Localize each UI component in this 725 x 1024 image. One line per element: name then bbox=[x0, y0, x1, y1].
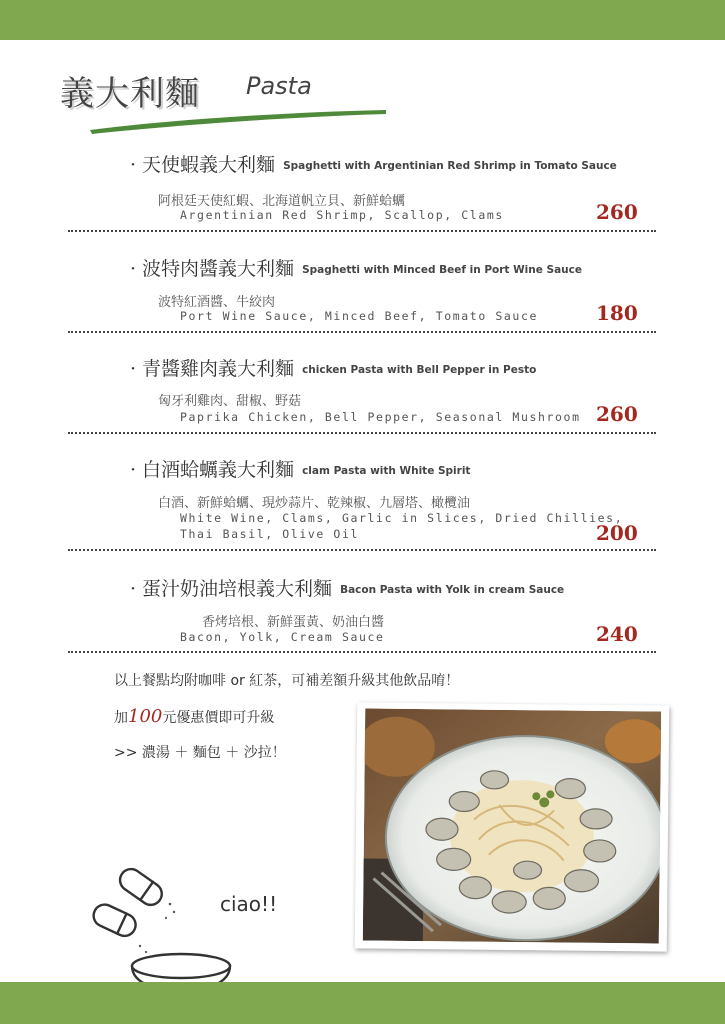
menu-section-title-en: Pasta bbox=[246, 72, 312, 100]
item-price: 180 bbox=[596, 301, 638, 325]
item-name-zh: 青醬雞肉義大利麵 bbox=[142, 358, 295, 380]
item-ingredients-en: White Wine, Clams, Garlic in Slices, Dried Chillies, bbox=[180, 511, 624, 525]
item-name-en: Bacon Pasta with Yolk in cream Sauce bbox=[340, 584, 565, 596]
item-ingredients-en-line2: Thai Basil, Olive Oil bbox=[180, 527, 359, 541]
item-name-zh: 白酒蛤蠣義大利麵 bbox=[142, 459, 295, 481]
item-ingredients-zh: 白酒、新鮮蛤蠣、現炒蒜片、乾辣椒、九層塔、橄欖油 bbox=[158, 496, 471, 511]
title-underline-stroke bbox=[88, 108, 388, 134]
item-price: 260 bbox=[596, 200, 638, 224]
clam-pasta-photo bbox=[363, 708, 661, 943]
item-name: · 蛋汁奶油培根義大利麵 Bacon Pasta with Yolk in cream Sauce bbox=[130, 578, 565, 600]
upgrade-note bbox=[114, 706, 274, 727]
bottom-green-band bbox=[0, 982, 725, 1024]
item-ingredients-en: Paprika Chicken, Bell Pepper, Seasonal Mushroom bbox=[180, 410, 581, 424]
menu-item bbox=[68, 455, 658, 547]
item-ingredients-zh: 阿根廷天使紅蝦、北海道帆立貝、新鮮蛤蠣 bbox=[158, 194, 406, 209]
upgrade-amount: 100 bbox=[128, 706, 163, 727]
upgrade-suffix: 元優惠價即可升級 bbox=[162, 710, 275, 726]
item-name-zh: 波特肉醬義大利麵 bbox=[142, 258, 295, 280]
item-name-en: clam Pasta with White Spirit bbox=[302, 465, 471, 477]
item-name-en: Spaghetti with Minced Beef in Port Wine Sauce bbox=[302, 264, 582, 276]
item-name-en: Spaghetti with Argentinian Red Shrimp in Tomato Sauce bbox=[283, 160, 617, 172]
menu-item bbox=[68, 354, 658, 430]
item-ingredients-en: Argentinian Red Shrimp, Scallop, Clams bbox=[180, 208, 504, 222]
item-name: · 青醬雞肉義大利麵 chicken Pasta with Bell Pepper in Pesto bbox=[130, 358, 537, 380]
top-green-band bbox=[0, 0, 725, 40]
menu-section-title: 義大利麵 bbox=[60, 74, 200, 114]
item-divider bbox=[68, 651, 656, 653]
item-ingredients-zh: 香烤培根、新鮮蛋黃、奶油白醬 bbox=[202, 615, 385, 630]
item-price: 260 bbox=[596, 402, 638, 426]
item-name-en: chicken Pasta with Bell Pepper in Pesto bbox=[302, 364, 537, 376]
item-ingredients-zh: 匈牙利雞肉、甜椒、野菇 bbox=[158, 394, 302, 409]
item-ingredients-en: Bacon, Yolk, Cream Sauce bbox=[180, 630, 385, 644]
item-ingredients-en: Port Wine Sauce, Minced Beef, Tomato Sauce bbox=[180, 309, 538, 323]
upgrade-prefix: 加 bbox=[114, 710, 128, 726]
item-divider bbox=[68, 331, 656, 333]
item-name: · 波特肉醬義大利麵 Spaghetti with Minced Beef in Port Wine Sauce bbox=[130, 258, 582, 280]
menu-item bbox=[68, 254, 658, 330]
item-name-zh: 天使蝦義大利麵 bbox=[142, 154, 276, 176]
menu-item bbox=[68, 150, 658, 230]
item-divider bbox=[68, 549, 656, 551]
item-name: · 天使蝦義大利麵 Spaghetti with Argentinian Red Shrimp in Tomato Sauce bbox=[130, 154, 617, 176]
item-divider bbox=[68, 230, 656, 232]
item-divider bbox=[68, 432, 656, 434]
item-ingredients-zh: 波特紅酒醬、牛絞肉 bbox=[158, 295, 276, 310]
dish-photo-frame bbox=[355, 702, 670, 951]
ciao-text: ciao!! bbox=[220, 892, 278, 916]
item-price: 240 bbox=[596, 622, 638, 646]
item-name-zh: 蛋汁奶油培根義大利麵 bbox=[142, 578, 333, 600]
item-name: · 白酒蛤蠣義大利麵 clam Pasta with White Spirit bbox=[130, 459, 471, 481]
drink-note: 以上餐點均附咖啡 or 紅茶，可補差額升級其他飲品唷！ bbox=[114, 673, 460, 689]
set-note: >> 濃湯 ＋ 麵包 ＋ 沙拉！ bbox=[114, 745, 286, 761]
menu-item bbox=[68, 574, 658, 650]
item-price: 200 bbox=[596, 521, 638, 545]
